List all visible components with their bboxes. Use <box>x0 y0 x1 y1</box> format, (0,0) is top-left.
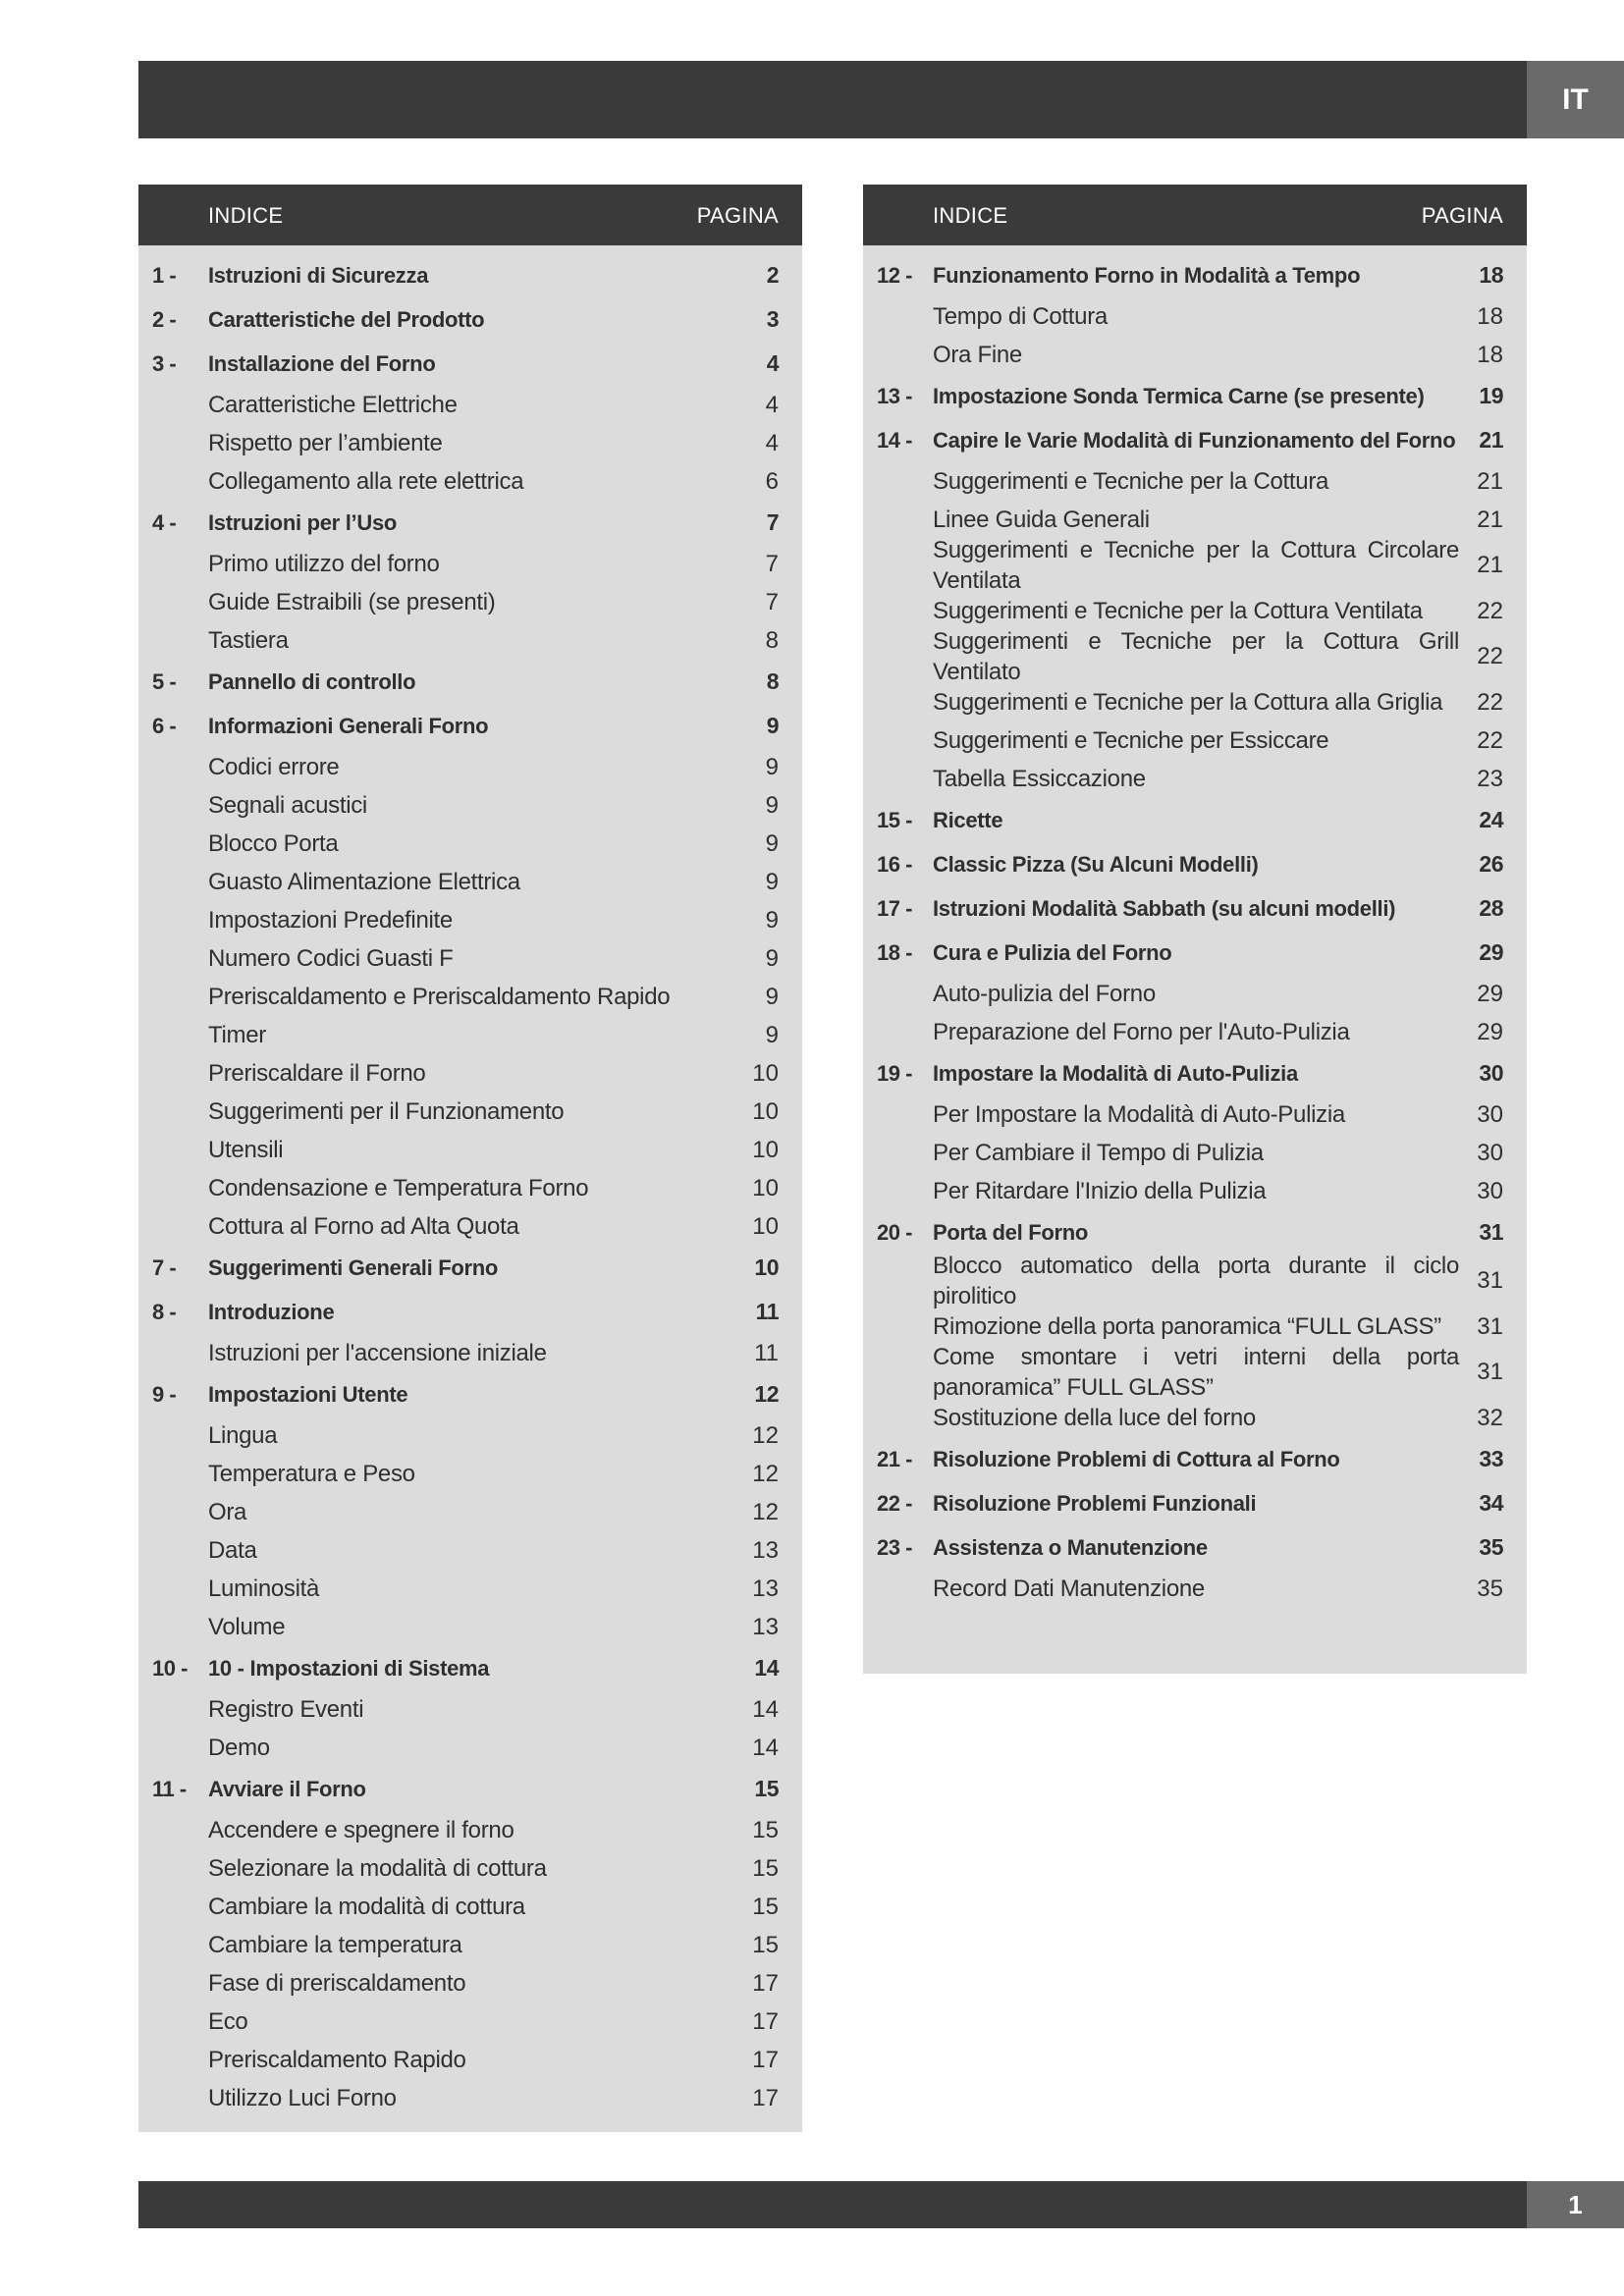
toc-header-page: PAGINA <box>696 203 779 228</box>
toc-entry-title: Suggerimenti Generali Forno <box>208 1255 499 1280</box>
toc-entry-page: 11 <box>754 1339 779 1366</box>
toc-entry-page: 22 <box>1477 726 1503 754</box>
toc-subsection-entry <box>863 760 1527 798</box>
toc-entry-title: Suggerimenti e Tecniche per la Cottura Ventilata <box>933 598 1423 624</box>
toc-entry-title: Tastiera <box>208 627 289 654</box>
toc-entry-page: 12 <box>752 1460 779 1487</box>
toc-entry-page: 29 <box>1479 939 1503 965</box>
toc-entry-page: 15 <box>752 1816 779 1843</box>
toc-entry-page: 22 <box>1477 597 1503 624</box>
toc-entry-title: Cambiare la temperatura <box>208 1932 462 1958</box>
toc-subsection-entry <box>138 424 802 462</box>
toc-section-entry <box>138 1646 802 1690</box>
toc-section-entry <box>863 1481 1527 1525</box>
toc-entry-number: 22 - <box>877 1490 912 1516</box>
toc-entry-page: 13 <box>752 1575 779 1602</box>
toc-subsection-entry <box>138 1016 802 1054</box>
toc-header <box>863 185 1527 245</box>
toc-entry-number: 11 - <box>152 1776 187 1801</box>
toc-entry-page: 15 <box>754 1776 779 1801</box>
toc-entry-title: Informazioni Generali Forno <box>208 714 489 738</box>
toc-subsection-entry <box>138 748 802 786</box>
toc-subsection-entry <box>138 1493 802 1531</box>
toc-header-page: PAGINA <box>1421 203 1503 228</box>
toc-subsection-entry <box>863 297 1527 336</box>
toc-entry-page: 22 <box>1477 688 1503 716</box>
toc-entry-page: 8 <box>765 626 779 654</box>
toc-entry-page: 8 <box>766 668 779 694</box>
toc-section-entry <box>138 253 802 297</box>
toc-entry-page: 9 <box>765 868 779 895</box>
toc-entry-page: 9 <box>765 1021 779 1048</box>
toc-section-entry <box>863 1525 1527 1570</box>
toc-entry-page: 7 <box>765 550 779 577</box>
toc-entry-title: Come smontare i vetri interni della porta panoramica” FULL GLASS” <box>933 1344 1459 1401</box>
toc-entry-page: 28 <box>1479 895 1503 921</box>
toc-entry-page: 29 <box>1477 1018 1503 1045</box>
toc-entry-title: Condensazione e Temperatura Forno <box>208 1175 589 1201</box>
toc-entry-page: 10 <box>754 1255 779 1280</box>
toc-entry-title: Ricette <box>933 808 1003 832</box>
toc-section-entry <box>138 297 802 342</box>
toc-subsection-entry <box>138 1888 802 1926</box>
toc-entry-page: 17 <box>752 2084 779 2111</box>
toc-entry-title: Data <box>208 1537 257 1564</box>
toc-entry-title: Suggerimenti e Tecniche per Essiccare <box>933 727 1329 754</box>
toc-entry-page: 10 <box>752 1097 779 1125</box>
toc-entry-page: 9 <box>765 983 779 1010</box>
toc-section-entry <box>863 1051 1527 1095</box>
toc-subsection-entry <box>863 1570 1527 1608</box>
language-tab: IT <box>1527 61 1624 138</box>
toc-entry-page: 22 <box>1477 643 1503 669</box>
toc-entry-number: 4 - <box>152 509 177 535</box>
toc-entry-page: 10 <box>752 1174 779 1201</box>
toc-entry-page: 2 <box>766 262 779 288</box>
toc-entry-page: 14 <box>752 1734 779 1761</box>
toc-entry-page: 35 <box>1477 1575 1503 1602</box>
toc-subsection-entry <box>863 1095 1527 1134</box>
toc-entry-title: Ora Fine <box>933 342 1022 368</box>
toc-entry-title: Selezionare la modalità di cottura <box>208 1855 547 1882</box>
toc-section-entry <box>863 1437 1527 1481</box>
toc-subsection-entry <box>863 336 1527 374</box>
toc-section-entry <box>138 501 802 545</box>
toc-header <box>138 185 802 245</box>
toc-entry-title: Tabella Essiccazione <box>933 766 1146 792</box>
toc-entry-page: 14 <box>754 1655 779 1681</box>
toc-entry-number: 23 - <box>877 1534 912 1560</box>
toc-subsection-entry <box>863 630 1527 683</box>
toc-entry-title: Luminosità <box>208 1575 320 1602</box>
toc-entry-title: Funzionamento Forno in Modalità a Tempo <box>933 263 1361 288</box>
toc-subsection-entry <box>138 1131 802 1169</box>
toc-entry-title: Cambiare la modalità di cottura <box>208 1894 525 1920</box>
toc-entry-title: Rimozione della porta panoramica “FULL GLASS” <box>933 1313 1441 1340</box>
toc-section-entry <box>138 1372 802 1416</box>
toc-entry-page: 13 <box>752 1536 779 1564</box>
toc-entry-number: 9 - <box>152 1381 177 1407</box>
toc-entry-page: 9 <box>765 753 779 780</box>
toc-entry-title: Codici errore <box>208 754 340 780</box>
toc-entry-title: Introduzione <box>208 1300 335 1324</box>
toc-entry-page: 17 <box>752 1969 779 1997</box>
toc-subsection-entry <box>138 1964 802 2002</box>
footer-bar <box>138 2181 1527 2228</box>
toc-subsection-entry <box>863 1399 1527 1437</box>
toc-subsection-entry <box>138 1054 802 1093</box>
toc-entry-title: Suggerimenti e Tecniche per la Cottura alla Griglia <box>933 689 1443 716</box>
toc-entry-title: Caratteristiche Elettriche <box>208 392 458 418</box>
toc-entry-number: 14 - <box>877 427 912 453</box>
toc-entry-title: Segnali acustici <box>208 792 367 819</box>
toc-entry-title: Suggerimenti per il Funzionamento <box>208 1098 565 1125</box>
toc-entry-title: 10 - Impostazioni di Sistema <box>208 1656 490 1681</box>
toc-entry-title: Pannello di controllo <box>208 669 416 694</box>
toc-section-entry <box>863 931 1527 975</box>
toc-list <box>863 245 1527 1608</box>
toc-subsection-entry <box>138 978 802 1016</box>
toc-entry-number: 20 - <box>877 1219 912 1245</box>
toc-entry-title: Preriscaldamento e Preriscaldamento Rapido <box>208 984 671 1010</box>
toc-subsection-entry <box>863 462 1527 501</box>
toc-entry-title: Suggerimenti e Tecniche per la Cottura <box>933 468 1329 495</box>
toc-entry-title: Avviare il Forno <box>208 1777 366 1801</box>
toc-subsection-entry <box>138 1455 802 1493</box>
toc-entry-title: Sostituzione della luce del forno <box>933 1405 1256 1431</box>
toc-entry-number: 19 - <box>877 1060 912 1086</box>
toc-entry-title: Utensili <box>208 1137 284 1163</box>
toc-subsection-entry <box>138 621 802 660</box>
toc-entry-page: 7 <box>765 588 779 615</box>
toc-entry-number: 18 - <box>877 939 912 965</box>
toc-entry-title: Preriscaldare il Forno <box>208 1060 426 1087</box>
toc-entry-title: Porta del Forno <box>933 1220 1089 1245</box>
toc-entry-page: 17 <box>752 2046 779 2073</box>
toc-entry-page: 31 <box>1477 1312 1503 1340</box>
toc-entry-page: 21 <box>1477 506 1503 533</box>
toc-entry-title: Suggerimenti e Tecniche per la Cottura Circolare Ventilata <box>933 537 1459 594</box>
toc-entry-title: Tempo di Cottura <box>933 303 1108 330</box>
toc-list <box>138 245 802 2117</box>
toc-subsection-entry <box>138 1207 802 1246</box>
toc-subsection-entry <box>138 1093 802 1131</box>
toc-section-entry <box>138 1246 802 1290</box>
toc-entry-title: Installazione del Forno <box>208 351 436 376</box>
toc-entry-title: Demo <box>208 1735 270 1761</box>
toc-entry-page: 26 <box>1479 851 1503 877</box>
toc-entry-page: 11 <box>755 1299 779 1324</box>
toc-subsection-entry <box>138 462 802 501</box>
toc-entry-number: 17 - <box>877 895 912 921</box>
toc-entry-title: Per Cambiare il Tempo di Pulizia <box>933 1140 1264 1166</box>
toc-section-entry <box>138 1767 802 1811</box>
toc-entry-number: 1 - <box>152 262 177 288</box>
toc-entry-page: 21 <box>1477 467 1503 495</box>
toc-entry-title: Fase di preriscaldamento <box>208 1970 466 1997</box>
toc-entry-title: Istruzioni per l’Uso <box>208 510 398 535</box>
toc-entry-title: Lingua <box>208 1422 278 1449</box>
toc-entry-title: Istruzioni di Sicurezza <box>208 263 429 288</box>
toc-entry-title: Preriscaldamento Rapido <box>208 2047 466 2073</box>
toc-entry-number: 6 - <box>152 713 177 738</box>
toc-section-entry <box>138 704 802 748</box>
toc-subsection-entry <box>863 501 1527 539</box>
toc-subsection-entry <box>138 1570 802 1608</box>
toc-entry-title: Risoluzione Problemi Funzionali <box>933 1491 1257 1516</box>
toc-subsection-entry <box>863 1134 1527 1172</box>
toc-section-entry <box>863 253 1527 297</box>
toc-entry-page: 21 <box>1479 427 1503 453</box>
toc-entry-page: 21 <box>1477 552 1503 578</box>
toc-entry-page: 9 <box>765 829 779 857</box>
toc-entry-page: 15 <box>752 1854 779 1882</box>
toc-subsection-entry <box>863 592 1527 630</box>
toc-entry-page: 12 <box>754 1381 779 1407</box>
toc-entry-title: Per Ritardare l'Inizio della Pulizia <box>933 1178 1267 1204</box>
toc-entry-page: 10 <box>752 1059 779 1087</box>
toc-subsection-entry <box>138 2079 802 2117</box>
toc-entry-title: Risoluzione Problemi di Cottura al Forno <box>933 1447 1340 1471</box>
toc-entry-page: 9 <box>765 944 779 972</box>
toc-entry-title: Assistenza o Manutenzione <box>933 1535 1208 1560</box>
toc-entry-title: Volume <box>208 1614 286 1640</box>
toc-entry-page: 31 <box>1477 1267 1503 1294</box>
toc-subsection-entry <box>138 583 802 621</box>
toc-subsection-entry <box>863 539 1527 592</box>
toc-entry-page: 32 <box>1477 1404 1503 1431</box>
toc-subsection-entry <box>138 1811 802 1849</box>
toc-entry-page: 6 <box>765 467 779 495</box>
page-number: 1 <box>1527 2181 1624 2228</box>
toc-entry-page: 23 <box>1477 765 1503 792</box>
toc-section-entry <box>863 418 1527 462</box>
toc-subsection-entry <box>138 2041 802 2079</box>
toc-entry-title: Utilizzo Luci Forno <box>208 2085 397 2111</box>
toc-entry-title: Blocco automatico della porta durante il ciclo pirolitico <box>933 1253 1459 1309</box>
toc-section-entry <box>138 660 802 704</box>
toc-entry-page: 31 <box>1477 1359 1503 1385</box>
toc-entry-page: 34 <box>1479 1490 1503 1516</box>
toc-entry-page: 12 <box>752 1421 779 1449</box>
toc-section-entry <box>863 842 1527 886</box>
toc-header-title: INDICE <box>933 203 1008 228</box>
toc-subsection-entry <box>863 1255 1527 1308</box>
toc-entry-title: Ora <box>208 1499 247 1525</box>
toc-entry-page: 7 <box>766 509 779 535</box>
toc-subsection-entry <box>138 939 802 978</box>
toc-section-entry <box>138 1290 802 1334</box>
toc-subsection-entry <box>138 863 802 901</box>
toc-entry-title: Impostazione Sonda Termica Carne (se presente) <box>933 384 1425 408</box>
toc-entry-title: Capire le Varie Modalità di Funzionamento del Forno <box>933 428 1456 453</box>
toc-entry-title: Collegamento alla rete elettrica <box>208 468 524 495</box>
toc-subsection-entry <box>863 721 1527 760</box>
toc-entry-title: Numero Codici Guasti F <box>208 945 454 972</box>
toc-entry-page: 4 <box>766 350 779 376</box>
toc-entry-page: 18 <box>1479 262 1503 288</box>
toc-subsection-entry <box>138 825 802 863</box>
toc-entry-title: Record Dati Manutenzione <box>933 1575 1205 1602</box>
toc-section-entry <box>138 342 802 386</box>
toc-entry-page: 30 <box>1479 1060 1503 1086</box>
toc-subsection-entry <box>138 1334 802 1372</box>
toc-entry-page: 3 <box>766 306 779 332</box>
toc-entry-title: Suggerimenti e Tecniche per la Cottura Grill Ventilato <box>933 628 1459 685</box>
toc-entry-title: Istruzioni per l'accensione iniziale <box>208 1340 547 1366</box>
toc-entry-number: 3 - <box>152 350 177 376</box>
toc-subsection-entry <box>863 1308 1527 1346</box>
toc-column-right <box>863 185 1527 1674</box>
toc-entry-page: 33 <box>1479 1446 1503 1471</box>
toc-entry-title: Impostazioni Utente <box>208 1382 408 1407</box>
toc-entry-page: 12 <box>752 1498 779 1525</box>
toc-entry-title: Eco <box>208 2008 248 2035</box>
toc-subsection-entry <box>138 2002 802 2041</box>
toc-subsection-entry <box>863 683 1527 721</box>
toc-entry-title: Impostazioni Predefinite <box>208 907 453 934</box>
toc-entry-page: 15 <box>752 1931 779 1958</box>
toc-subsection-entry <box>138 786 802 825</box>
toc-subsection-entry <box>138 1169 802 1207</box>
toc-entry-title: Cura e Pulizia del Forno <box>933 940 1172 965</box>
toc-section-entry <box>863 374 1527 418</box>
toc-entry-page: 4 <box>765 391 779 418</box>
toc-entry-number: 15 - <box>877 807 912 832</box>
toc-entry-page: 15 <box>752 1893 779 1920</box>
toc-entry-title: Caratteristiche del Prodotto <box>208 307 485 332</box>
toc-entry-page: 10 <box>752 1136 779 1163</box>
toc-entry-title: Accendere e spegnere il forno <box>208 1817 514 1843</box>
toc-entry-page: 31 <box>1479 1219 1503 1245</box>
toc-entry-title: Guide Estraibili (se presenti) <box>208 589 496 615</box>
toc-subsection-entry <box>863 1013 1527 1051</box>
toc-entry-page: 9 <box>766 713 779 738</box>
toc-entry-title: Classic Pizza (Su Alcuni Modelli) <box>933 852 1259 877</box>
toc-subsection-entry <box>138 386 802 424</box>
toc-entry-title: Temperatura e Peso <box>208 1461 415 1487</box>
toc-entry-title: Primo utilizzo del forno <box>208 551 440 577</box>
toc-column-left <box>138 185 802 2132</box>
toc-entry-title: Impostare la Modalità di Auto-Pulizia <box>933 1061 1298 1086</box>
toc-entry-page: 30 <box>1477 1177 1503 1204</box>
toc-section-entry <box>863 798 1527 842</box>
toc-subsection-entry <box>138 901 802 939</box>
toc-entry-page: 18 <box>1477 341 1503 368</box>
toc-entry-title: Preparazione del Forno per l'Auto-Pulizia <box>933 1019 1350 1045</box>
toc-entry-title: Blocco Porta <box>208 830 339 857</box>
toc-entry-page: 4 <box>765 429 779 456</box>
toc-subsection-entry <box>138 1690 802 1729</box>
toc-header-title: INDICE <box>208 203 284 228</box>
toc-entry-page: 18 <box>1477 302 1503 330</box>
toc-entry-page: 35 <box>1479 1534 1503 1560</box>
toc-section-entry <box>863 886 1527 931</box>
toc-entry-title: Timer <box>208 1022 266 1048</box>
toc-subsection-entry <box>138 1729 802 1767</box>
toc-subsection-entry <box>138 1926 802 1964</box>
toc-entry-title: Registro Eventi <box>208 1696 364 1723</box>
toc-entry-page: 9 <box>765 791 779 819</box>
toc-entry-page: 30 <box>1477 1100 1503 1128</box>
toc-entry-title: Istruzioni Modalità Sabbath (su alcuni modelli) <box>933 896 1396 921</box>
toc-entry-page: 19 <box>1479 383 1503 408</box>
toc-entry-number: 2 - <box>152 306 177 332</box>
toc-entry-number: 5 - <box>152 668 177 694</box>
toc-entry-title: Auto-pulizia del Forno <box>933 981 1156 1007</box>
toc-entry-number: 8 - <box>152 1299 177 1324</box>
toc-entry-number: 12 - <box>877 262 912 288</box>
toc-entry-page: 24 <box>1479 807 1503 832</box>
header-bar <box>138 61 1527 138</box>
toc-subsection-entry <box>138 1849 802 1888</box>
toc-entry-number: 7 - <box>152 1255 177 1280</box>
toc-entry-page: 13 <box>752 1613 779 1640</box>
toc-entry-number: 10 - <box>152 1655 188 1681</box>
toc-entry-title: Rispetto per l’ambiente <box>208 430 443 456</box>
toc-subsection-entry <box>138 1608 802 1646</box>
toc-section-entry <box>863 1210 1527 1255</box>
toc-subsection-entry <box>138 545 802 583</box>
toc-entry-number: 16 - <box>877 851 912 877</box>
toc-entry-page: 9 <box>765 906 779 934</box>
toc-entry-title: Cottura al Forno ad Alta Quota <box>208 1213 519 1240</box>
toc-entry-page: 17 <box>752 2007 779 2035</box>
toc-entry-number: 13 - <box>877 383 912 408</box>
toc-entry-title: Linee Guida Generali <box>933 507 1150 533</box>
toc-subsection-entry <box>138 1531 802 1570</box>
toc-entry-number: 21 - <box>877 1446 912 1471</box>
toc-entry-title: Per Impostare la Modalità di Auto-Pulizia <box>933 1101 1345 1128</box>
toc-subsection-entry <box>138 1416 802 1455</box>
toc-subsection-entry <box>863 975 1527 1013</box>
toc-subsection-entry <box>863 1172 1527 1210</box>
toc-subsection-entry <box>863 1346 1527 1399</box>
toc-entry-page: 29 <box>1477 980 1503 1007</box>
toc-entry-page: 30 <box>1477 1139 1503 1166</box>
toc-entry-page: 10 <box>752 1212 779 1240</box>
toc-entry-title: Guasto Alimentazione Elettrica <box>208 869 520 895</box>
toc-entry-page: 14 <box>752 1695 779 1723</box>
